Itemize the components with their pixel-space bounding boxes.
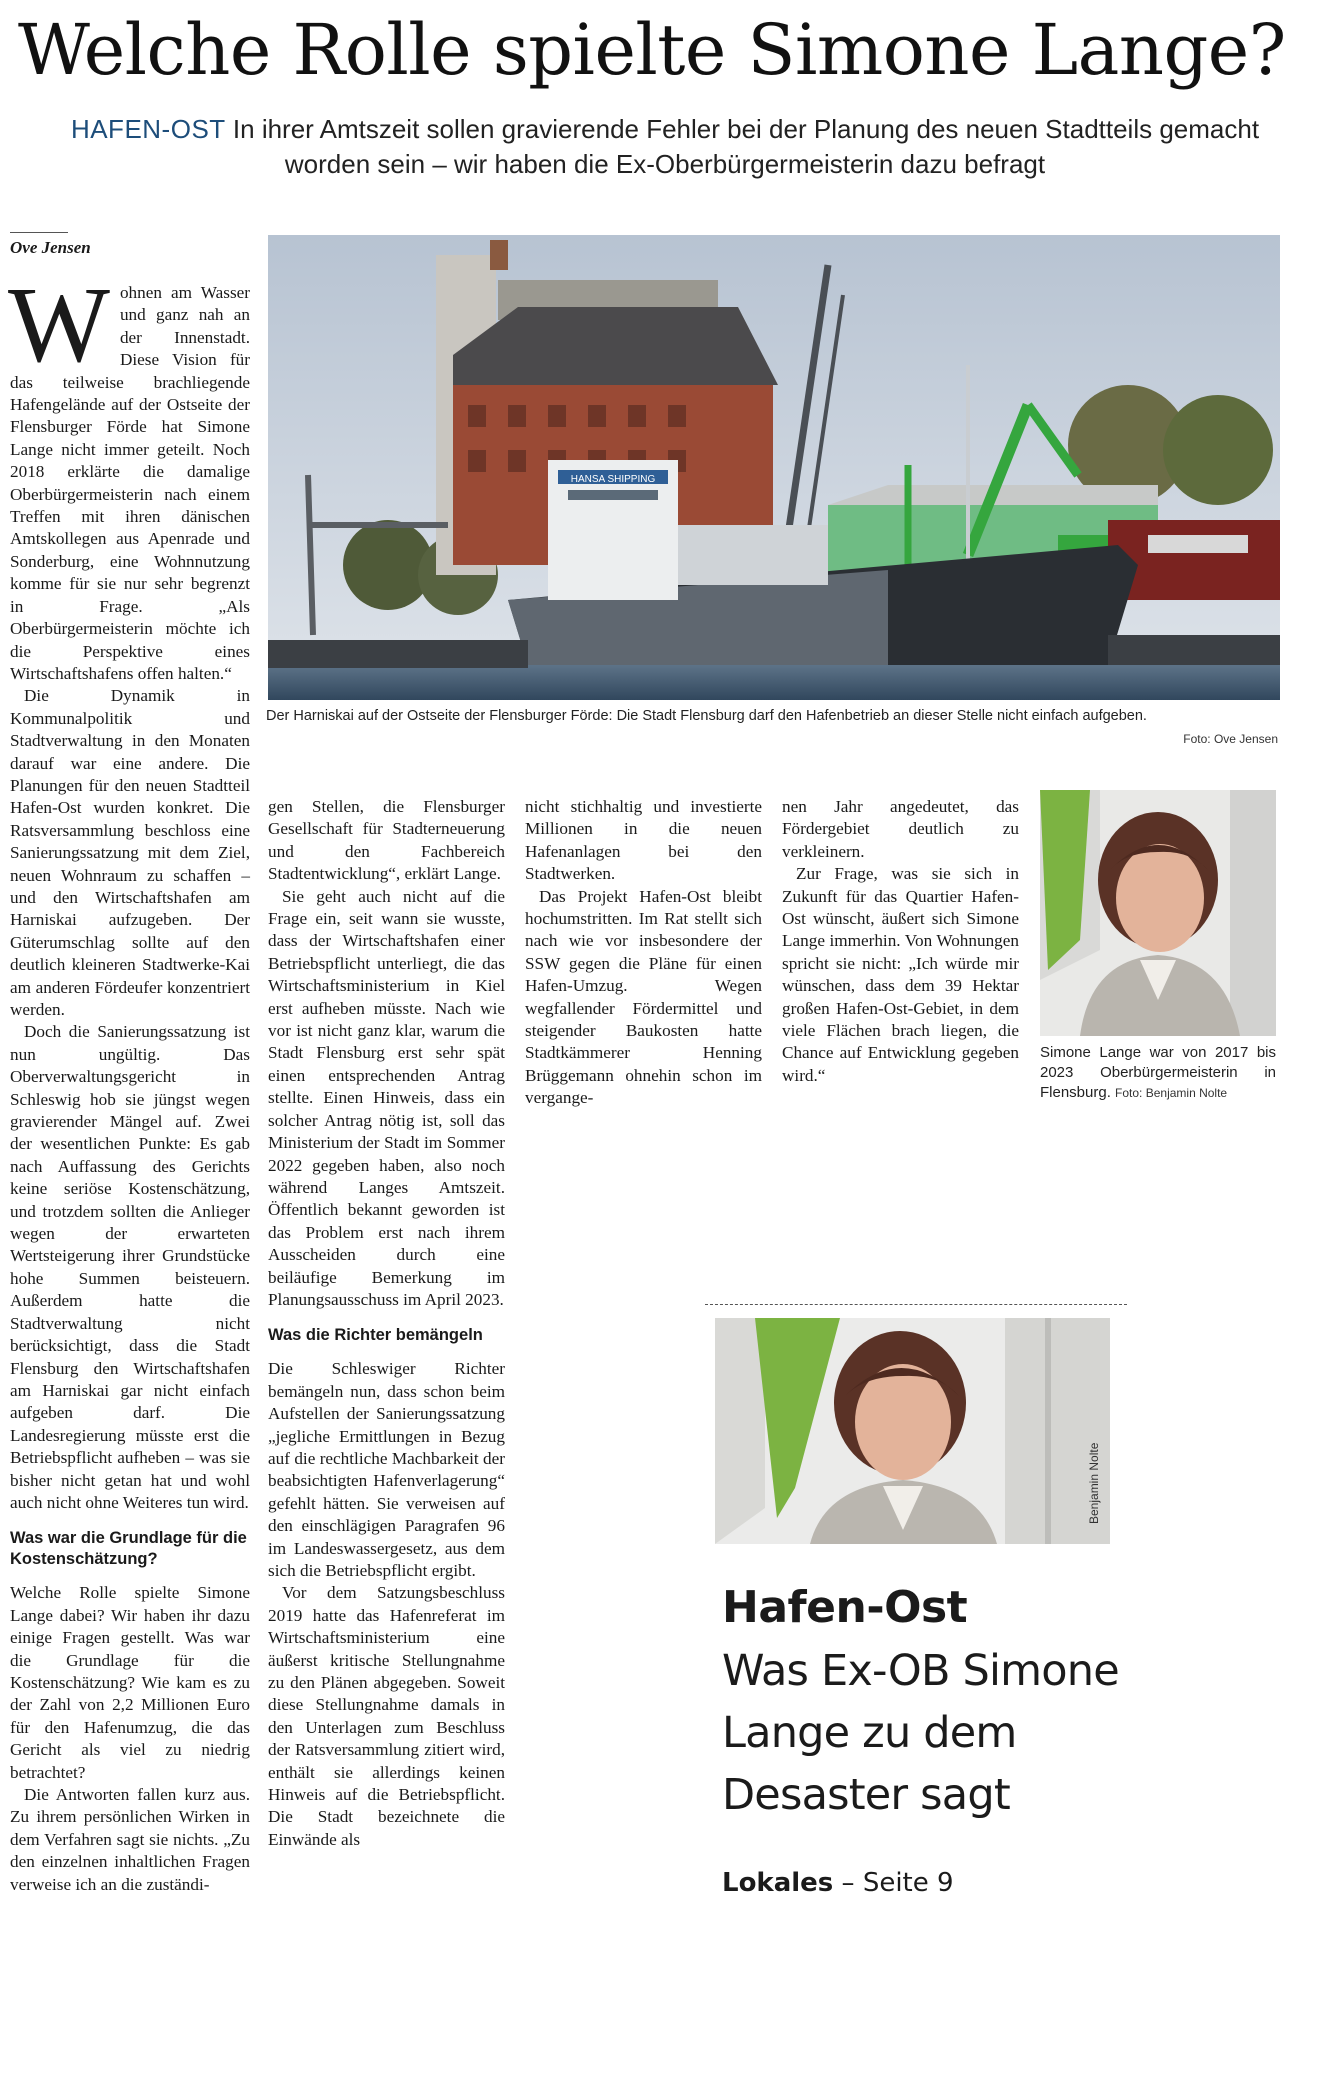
teaser-page: Seite 9	[862, 1868, 954, 1898]
teaser-divider	[705, 1304, 1127, 1305]
main-photo-caption	[266, 706, 1282, 726]
caption-text: Simone Lange war von 2017 bis 2023 Oberbürgermeisterin in Flensburg.	[1040, 1044, 1276, 1101]
subline	[60, 112, 1270, 182]
teaser-section: Lokales	[722, 1868, 834, 1898]
portrait-credit: Foto: Benjamin Nolte	[1115, 1086, 1228, 1100]
column-3	[525, 796, 762, 1116]
kicker: HAFEN-OST	[70, 114, 226, 144]
ship-name: HANSA SHIPPING	[570, 474, 656, 485]
paragraph: nicht stichhaltig und investierte Millionen in die neuen Hafenanlagen bei den Stadtwerken.	[525, 797, 762, 884]
paragraph-text: ohnen am Wasser und ganz nah an der Innenstadt. Diese Vision für das teilweise brachliegende Hafengelände auf der Ostseite der Flensburger Förde hat Simone Lange nicht immer geteilt. Noch 2018 erklärte die damalige Oberbürgermeisterin nach einem Treffen mit ihren dänischen Amtskollegen aus Apenrade und Sonderburg, eine Wohnnutzung komme für sie nur sehr begrenzt in Frage. „Als Oberbürgermeisterin möchte ich die Perspektive eines Wirtschaftshafens offen halten.“	[10, 283, 250, 683]
teaser-photo-credit: Benjamin Nolte	[1087, 1442, 1101, 1524]
harbor-photo	[268, 235, 1280, 700]
harbor-illustration	[268, 235, 1280, 700]
caption-text: Der Harniskai auf der Ostseite der Flensburger Förde: Die Stadt Flensburg darf den Hafenbetrieb an dieser Stelle nicht einfach aufgeben.	[266, 708, 1147, 724]
paragraph: Vor dem Satzungsbeschluss 2019 hatte das Hafenreferat im Wirtschaftsministerium eine äußerst kritische Stellungnahme zu den Plänen abgegeben. Soweit diese Stellungnahme damals in den Unterlagen zum Beschluss der Ratsversammlung zitiert wird, enthält sie allerdings keinen Hinweis auf die Betriebspflicht. Die Stadt bezeichnete die Einwände als	[268, 1583, 505, 1849]
column-1	[8, 266, 250, 2082]
paragraph: Das Projekt Hafen-Ost bleibt hochumstritten. Im Rat stellt sich nach wie vor insbesondere der SSW gegen die Pläne für einen Hafen-Umzug. Wegen wegfallender Fördermittel und steigender Baukosten hatte Stadtkämmerer Henning Brüggemann ohnehin schon im vergange-	[525, 886, 762, 1108]
teaser-ref-separator: –	[833, 1868, 863, 1898]
main-photo-credit: Foto: Ove Jensen	[1183, 732, 1278, 746]
teaser-photo[interactable]	[715, 1318, 1110, 1544]
portrait-caption	[1040, 1043, 1276, 1103]
headline: Welche Rolle spielte Simone Lange?	[18, 9, 1286, 91]
subline-text: In ihrer Amtszeit sollen gravierende Fehler bei der Planung des neuen Stadtteils gemacht worden sein – wir haben die Ex-Oberbürgermeisterin dazu befragt	[232, 114, 1260, 179]
teaser-portrait-illustration	[715, 1318, 1110, 1544]
author: Ove Jensen	[10, 238, 91, 257]
portrait-illustration	[1040, 790, 1276, 1036]
paragraph: Die Antworten fallen kurz aus. Zu ihrem persönlichen Wirken in dem Verfahren sagt sie nichts. „Zu den einzelnen inhaltlichen Fragen verweise ich an die zuständi-	[10, 1785, 250, 1894]
author-rule	[10, 232, 68, 233]
teaser-kicker[interactable]: Hafen-Ost	[722, 1582, 968, 1633]
portrait-photo	[1040, 790, 1276, 1036]
subheading: Was war die Grundlage für die Kostenschätzung?	[10, 1529, 247, 1569]
paragraph: gen Stellen, die Flensburger Gesellschaft für Stadterneuerung und den Fachbereich Stadtentwicklung“, erklärt Lange.	[268, 797, 505, 884]
paragraph: Zur Frage, was sie sich in Zukunft für das Quartier Hafen-Ost wünscht, äußert sich Simone Lange immerhin. Von Wohnungen spricht sie nicht: „Ich würde mir wünschen, dass dem 39 Hektar großen Hafen-Ost-Gebiet, in dem viele Flächen brach liegen, die Chance auf Entwicklung gegeben wird.“	[782, 864, 1019, 1085]
paragraph: Welche Rolle spielte Simone Lange dabei? Wir haben ihr dazu einige Fragen gestellt. Was war die Grundlage für die Kostenschätzung? Wie kam es zu der Zahl von 2,2 Millionen Euro für den Hafenumzug, die das Gericht als viel zu niedrig betrachtet?	[10, 1583, 250, 1782]
paragraph: Doch die Sanierungssatzung ist nun ungültig. Das Oberverwaltungsgericht in Schleswig hob sie jüngst wegen gravierender Mängel auf. Zwei der wesentlichen Punkte: Es gab nach Auffassung des Gerichts keine seriöse Kostenschätzung, und trotzdem sollten die Anlieger wegen der erwarteten Wertsteigerung ihrer Grundstücke hohe Summen beisteuern. Außerdem hatte die Stadtverwaltung nicht berücksichtigt, dass die Stadt Flensburg den Wirtschaftshafen am Harniskai gar nicht einfach aufgeben darf. Die Landesregierung müsste erst die Betriebspflicht aufheben – was sie bisher nicht getan hat und wohl auch nicht ohne Weiteres tun wird.	[10, 1022, 250, 1512]
column-2	[268, 796, 505, 2086]
paragraph: Die Dynamik in Kommunalpolitik und Stadtverwaltung in den Monaten darauf war eine andere. Die Planungen für den neuen Stadtteil Hafen-Ost wurden konkret. Die Ratsversammlung beschloss eine Sanierungssatzung mit dem Ziel, neuen Wohnraum zu schaffen – und den Wirtschaftshafen am Harniskai aufzugeben. Der Güterumschlag sollte auf den deutlich kleineren Stadtwerke-Kai am anderen Fördeufer konzentriert werden.	[10, 686, 250, 1019]
subheading: Was die Richter bemängeln	[268, 1326, 483, 1345]
column-4	[782, 796, 1019, 1116]
teaser-title[interactable]: Was Ex-OB Simone Lange zu dem Desaster sagt	[722, 1646, 1119, 1820]
paragraph	[8, 266, 250, 685]
paragraph: Die Schleswiger Richter bemängeln nun, dass schon beim Aufstellen der Sanierungssatzung „jegliche Ermittlungen in Bezug auf die rechtliche Machbarkeit der beabsichtigten Hafenverlagerung“ gefehlt hätten. Sie verweisen auf den einschlägigen Paragrafen 96 im Landeswassergesetz, aus dem sich die Betriebspflicht ergibt.	[268, 1359, 505, 1580]
teaser-page-reference[interactable]	[722, 1868, 954, 1898]
paragraph: nen Jahr angedeutet, das Fördergebiet deutlich zu verkleinern.	[782, 797, 1019, 861]
paragraph: Sie geht auch nicht auf die Frage ein, seit wann sie wusste, dass der Wirtschaftshafen einer Betriebspflicht unterliegt, die das Wirtschaftsministerium in Kiel erst aufheben müsste. Nach wie vor ist nicht ganz klar, warum die Stadt Flensburg erst sehr spät einen entsprechenden Antrag stellte. Einen Hinweis, dass ein solcher Antrag nötig ist, soll das Ministerium der Stadt im Sommer 2022 gegeben haben, also noch während Langes Amtszeit. Öffentlich bekannt geworden ist das Problem erst nach ihrem Ausscheiden durch eine beiläufige Bemerkung im Planungsausschuss im April 2023.	[268, 886, 505, 1309]
drop-cap: W	[8, 266, 110, 385]
